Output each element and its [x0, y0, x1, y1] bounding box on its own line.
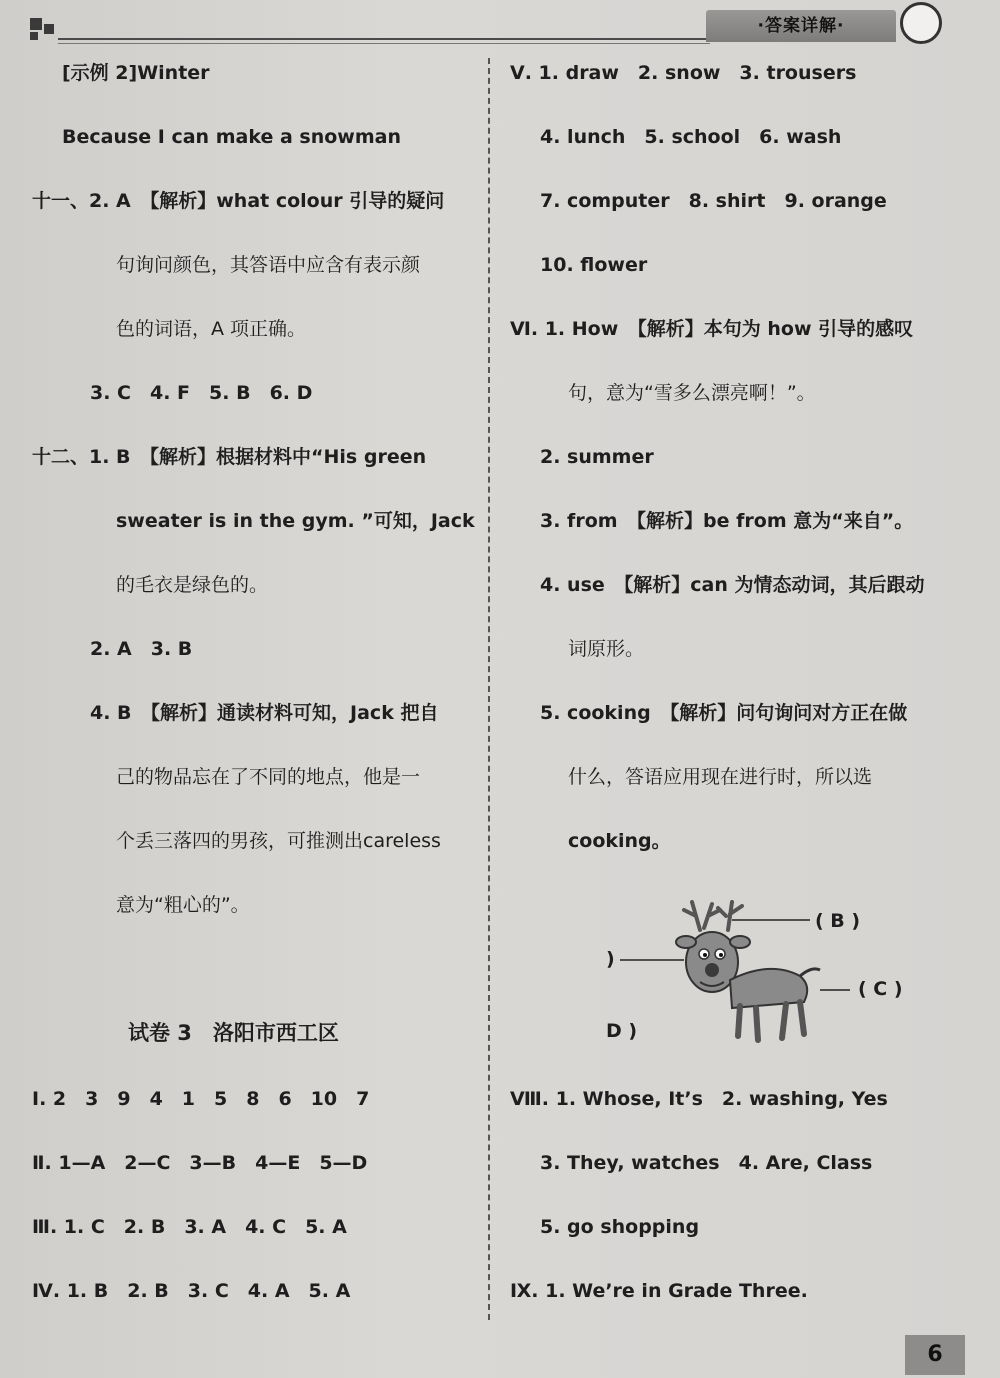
exam-title: 试卷 3 洛阳市西工区 [128, 1021, 339, 1045]
answer-line: 5. cooking 【解析】问句询问对方正在做 [540, 702, 908, 724]
column-divider [488, 58, 490, 1320]
header-rule [58, 38, 710, 40]
section-11-answer: 十一、2. A 【解析】what colour 引导的疑问 [32, 190, 445, 212]
explanation-line: sweater is in the gym. ”可知，Jack [116, 510, 475, 532]
answer-line: Ⅷ. 1. Whose, It’s 2. washing, Yes [510, 1088, 888, 1110]
page-header [0, 0, 1000, 48]
answer-line: 7. computer 8. shirt 9. orange [540, 190, 887, 212]
answer-line: 5. go shopping [540, 1216, 700, 1238]
section-6-answer: Ⅵ. 1. How 【解析】本句为 how 引导的感叹 [510, 318, 914, 340]
answer-line: 3. They, watches 4. Are, Class [540, 1152, 873, 1174]
explanation-line: 己的物品忘在了不同的地点，他是一 [116, 766, 421, 788]
deer-label-right: ( C ) [858, 978, 903, 1000]
answer-line: Ⅰ. 2 3 9 4 1 5 8 6 10 7 [32, 1088, 370, 1110]
explanation-line: 词原形。 [568, 638, 645, 660]
answer-line: 4. B 【解析】通读材料可知，Jack 把自 [90, 702, 439, 724]
deer-label-bottom: D ) [606, 1020, 638, 1042]
explanation-line: 意为“粗心的”。 [116, 894, 250, 916]
answer-line: cooking。 [568, 830, 671, 852]
answer-line: 4. lunch 5. school 6. wash [540, 126, 842, 148]
answer-line: 3. C 4. F 5. B 6. D [90, 382, 313, 404]
answer-line: 2. A 3. B [90, 638, 193, 660]
header-rule-thin [58, 43, 710, 44]
answer-line: 10. flower [540, 254, 648, 276]
example-sentence: Because I can make a snowman [62, 126, 401, 148]
explanation-line: 句，意为“雪多么漂亮啊！”。 [568, 382, 816, 404]
explanation-line: 句询问颜色，其答语中应含有表示颜 [116, 254, 421, 276]
answer-line: Ⅸ. 1. We’re in Grade Three. [510, 1280, 808, 1302]
answer-line: Ⅴ. 1. draw 2. snow 3. trousers [510, 62, 857, 84]
answer-line: 4. use 【解析】can 为情态动词，其后跟动 [540, 574, 925, 596]
deer-label-left: ) [606, 948, 615, 970]
explanation-line: 什么，答语应用现在进行时，所以选 [568, 766, 873, 788]
section-12-answer: 十二、1. B 【解析】根据材料中“His green [32, 446, 427, 468]
answer-line: 2. summer [540, 446, 654, 468]
answer-line: Ⅲ. 1. C 2. B 3. A 4. C 5. A [32, 1216, 347, 1238]
explanation-line: 的毛衣是绿色的。 [116, 574, 269, 596]
explanation-line: 色的词语，A 项正确。 [116, 318, 307, 340]
answer-line: Ⅱ. 1—A 2—C 3—B 4—E 5—D [32, 1152, 368, 1174]
example-label: [示例 2]Winter [62, 62, 210, 84]
section-label: ·答案详解· [706, 10, 896, 42]
explanation-line: 个丢三落四的男孩，可推测出careless [116, 830, 441, 852]
answer-line: 3. from 【解析】be from 意为“来自”。 [540, 510, 914, 532]
corner-square-icon [30, 32, 38, 40]
page-number: 6 [905, 1335, 965, 1375]
corner-square-icon [30, 18, 42, 30]
corner-square-icon [44, 24, 54, 34]
brand-logo-icon [900, 2, 942, 44]
deer-label-top: ( B ) [815, 910, 861, 932]
answer-line: Ⅳ. 1. B 2. B 3. C 4. A 5. A [32, 1280, 351, 1302]
